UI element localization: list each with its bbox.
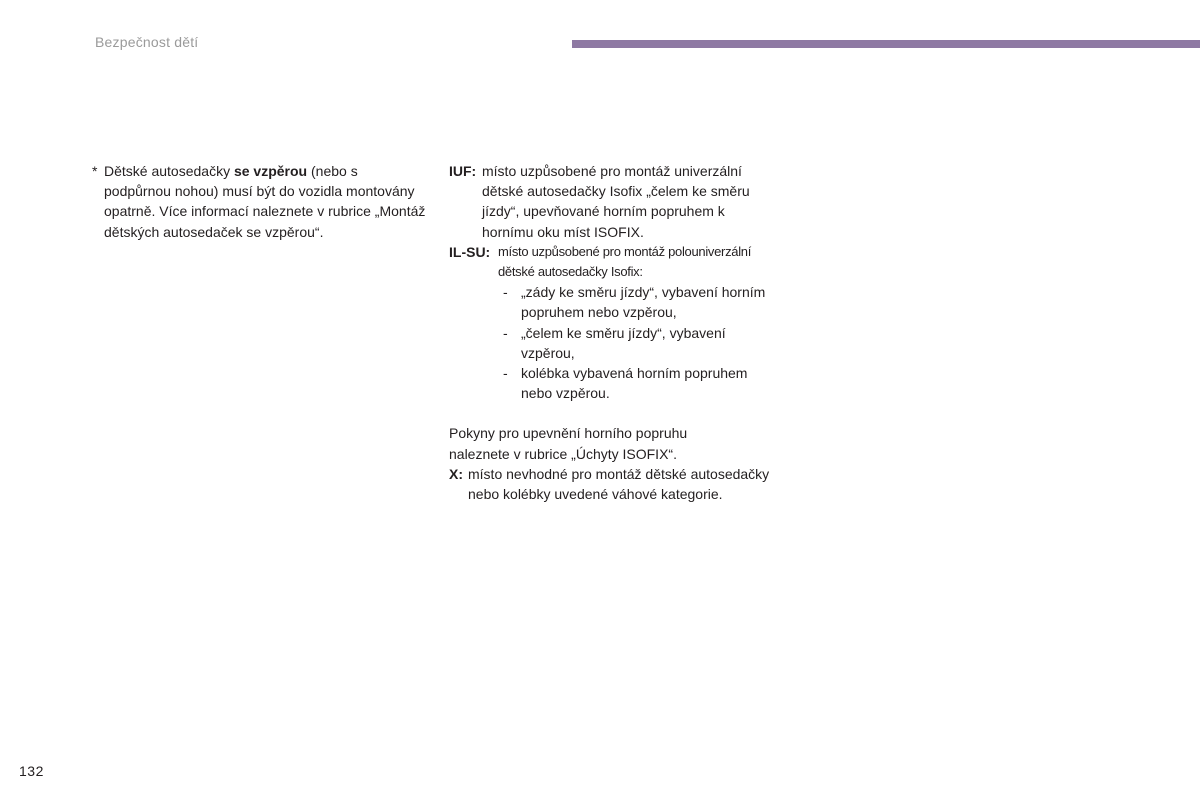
iuf-term: IUF: bbox=[449, 163, 477, 179]
footnote-text bbox=[104, 161, 427, 242]
list-item-text: kolébka vybavená horním popruhem nebo vzpěrou. bbox=[521, 365, 748, 402]
x-term: X: bbox=[449, 465, 463, 482]
list-item-text: „zády ke směru jízdy“, vybavení horním popruhem nebo vzpěrou, bbox=[521, 284, 766, 321]
spacer bbox=[449, 403, 789, 423]
left-column bbox=[92, 161, 427, 242]
section-title: Bezpečnost dětí bbox=[95, 34, 199, 50]
footnote-bold-term: se vzpěrou bbox=[233, 163, 308, 179]
footnote bbox=[92, 161, 427, 242]
iuf-definition bbox=[449, 161, 789, 242]
x-text: místo nevhodné pro montáž dětské autosedačky nebo kolébky uvedené váhové kategorie. bbox=[468, 465, 770, 503]
list-item bbox=[503, 363, 789, 403]
list-dash: - bbox=[503, 324, 508, 341]
x-definition bbox=[449, 464, 789, 504]
footnote-text-start: Dětské autosedačky bbox=[104, 163, 234, 179]
ilsu-term: IL-SU: bbox=[449, 243, 491, 260]
header-accent-bar bbox=[572, 40, 1200, 48]
list-dash: - bbox=[503, 365, 508, 382]
ilsu-list bbox=[449, 282, 789, 403]
footnote-text-end: (nebo s podpůrnou nohou) musí být do vozidla montovány opatrně. Více informací naleznete v rubrice „Montáž dětských autosedaček se vzpěrou“. bbox=[104, 163, 426, 240]
list-item bbox=[503, 282, 789, 322]
right-column bbox=[449, 161, 789, 504]
list-item bbox=[503, 323, 789, 363]
list-item-text: „čelem ke směru jízdy“, vybavení vzpěrou, bbox=[521, 324, 726, 361]
iuf-text: místo uzpůsobené pro montáž univerzální dětské autosedačky Isofix „čelem ke směru jízdy“, upevňované horním popruhem k hornímu oku míst ISOFIX. bbox=[482, 163, 750, 240]
instructions-text: Pokyny pro upevnění horního popruhu naleznete v rubrice „Úchyty ISOFIX“. bbox=[449, 425, 688, 462]
list-dash: - bbox=[503, 284, 508, 301]
footnote-marker: * bbox=[92, 163, 98, 179]
page-number: 132 bbox=[19, 763, 44, 779]
ilsu-text: místo uzpůsobené pro montáž polouniverzální dětské autosedačky Isofix: bbox=[498, 243, 752, 280]
ilsu-definition bbox=[449, 242, 789, 282]
